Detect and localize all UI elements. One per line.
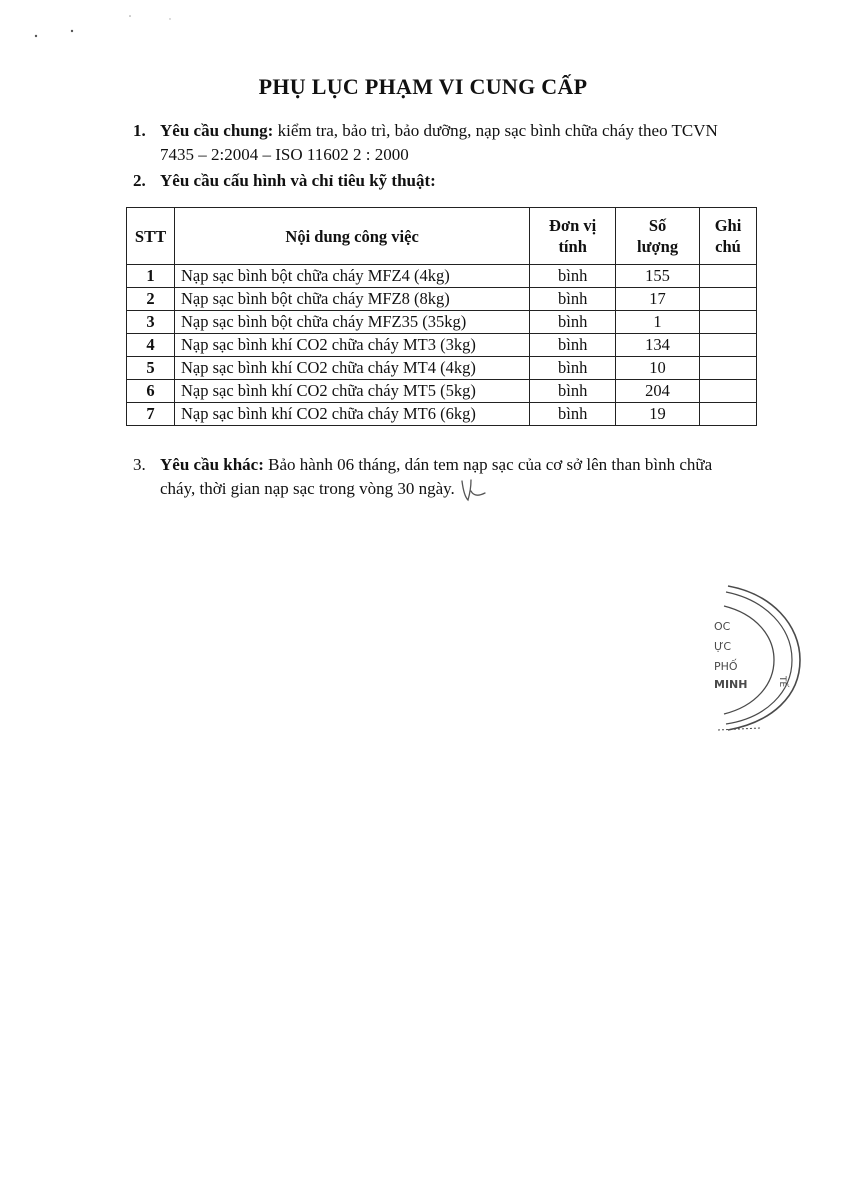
cell-note [700,288,757,311]
table-row [127,380,757,403]
table-row [127,265,757,288]
cell-stt: 4 [127,334,175,357]
item-text-line2: 7435 – 2:2004 – ISO 11602 2 : 2000 [160,145,409,164]
stamp-text-1: OC [714,620,731,633]
stamp-text-2: ỰC [714,640,732,653]
stamp-text-4: MINH [714,678,748,691]
table-row [127,334,757,357]
header-qty [616,208,700,265]
header-qty-line2: lượng [637,237,679,256]
cell-qty: 17 [616,288,700,311]
cell-content: Nạp sạc bình bột chữa cháy MFZ8 (8kg) [174,288,529,311]
spec-table [126,207,757,426]
cell-note [700,357,757,380]
item-text-line1: kiểm tra, bảo trì, bảo dưỡng, nạp sạc bình chữa cháy theo TCVN [273,121,718,140]
cell-note [700,334,757,357]
cell-qty: 155 [616,265,700,288]
cell-content: Nạp sạc bình bột chữa cháy MFZ4 (4kg) [174,265,529,288]
item-number: 1. [133,121,146,140]
requirement-other [133,453,773,503]
page-title: PHỤ LỤC PHẠM VI CUNG CẤP [258,74,588,99]
stamp-text-3: PHỐ [714,660,738,673]
header-unit-line1: Đơn vị [549,216,597,235]
cell-content: Nạp sạc bình khí CO2 chữa cháy MT5 (5kg) [174,380,529,403]
cell-qty: 204 [616,380,700,403]
initial-signature [459,477,489,503]
header-note-line2: chú [715,237,741,256]
cell-qty: 1 [616,311,700,334]
header-content: Nội dung công việc [174,208,529,265]
table-header-row [127,208,757,265]
cell-note [700,403,757,426]
scan-specks [0,0,846,60]
header-unit-line2: tính [558,237,587,256]
cell-unit: bình [530,357,616,380]
item-number: 3. [133,455,146,474]
cell-stt: 5 [127,357,175,380]
cell-qty: 19 [616,403,700,426]
cell-content: Nạp sạc bình khí CO2 chữa cháy MT3 (3kg) [174,334,529,357]
cell-note [700,380,757,403]
table-row [127,357,757,380]
cell-content: Nạp sạc bình khí CO2 chữa cháy MT4 (4kg) [174,357,529,380]
cell-qty: 134 [616,334,700,357]
item-text-line2: cháy, thời gian nạp sạc trong vòng 30 ngày. [160,479,455,498]
cell-content: Nạp sạc bình bột chữa cháy MFZ35 (35kg) [174,311,529,334]
item-text-line1: Bảo hành 06 tháng, dán tem nạp sạc của cơ sở lên than bình chữa [263,455,713,474]
official-stamp-fragment [700,580,810,740]
cell-unit: bình [530,311,616,334]
cell-content: Nạp sạc bình khí CO2 chữa cháy MT6 (6kg) [174,403,529,426]
header-note [700,208,757,265]
cell-unit: bình [530,403,616,426]
item-number: 2. [133,171,146,190]
cell-unit: bình [530,288,616,311]
cell-qty: 10 [616,357,700,380]
cell-stt: 7 [127,403,175,426]
cell-stt: 6 [127,380,175,403]
header-unit [530,208,616,265]
cell-stt: 2 [127,288,175,311]
header-stt: STT [127,208,175,265]
cell-note [700,265,757,288]
table-row [127,288,757,311]
cell-unit: bình [530,380,616,403]
item-label: Yêu cầu khác: [160,455,264,474]
table-row [127,311,757,334]
item-label: Yêu cầu chung: [160,121,274,140]
stamp-text-5: TẾ [777,676,787,688]
cell-unit: bình [530,265,616,288]
requirement-general [133,119,773,167]
cell-note [700,311,757,334]
header-qty-line1: Số [648,216,667,235]
table-row [127,403,757,426]
header-note-line1: Ghi [714,216,742,235]
item-label: Yêu cầu cấu hình và chỉ tiêu kỹ thuật: [160,171,436,190]
requirement-spec [133,169,773,193]
cell-stt: 3 [127,311,175,334]
cell-unit: bình [530,334,616,357]
cell-stt: 1 [127,265,175,288]
